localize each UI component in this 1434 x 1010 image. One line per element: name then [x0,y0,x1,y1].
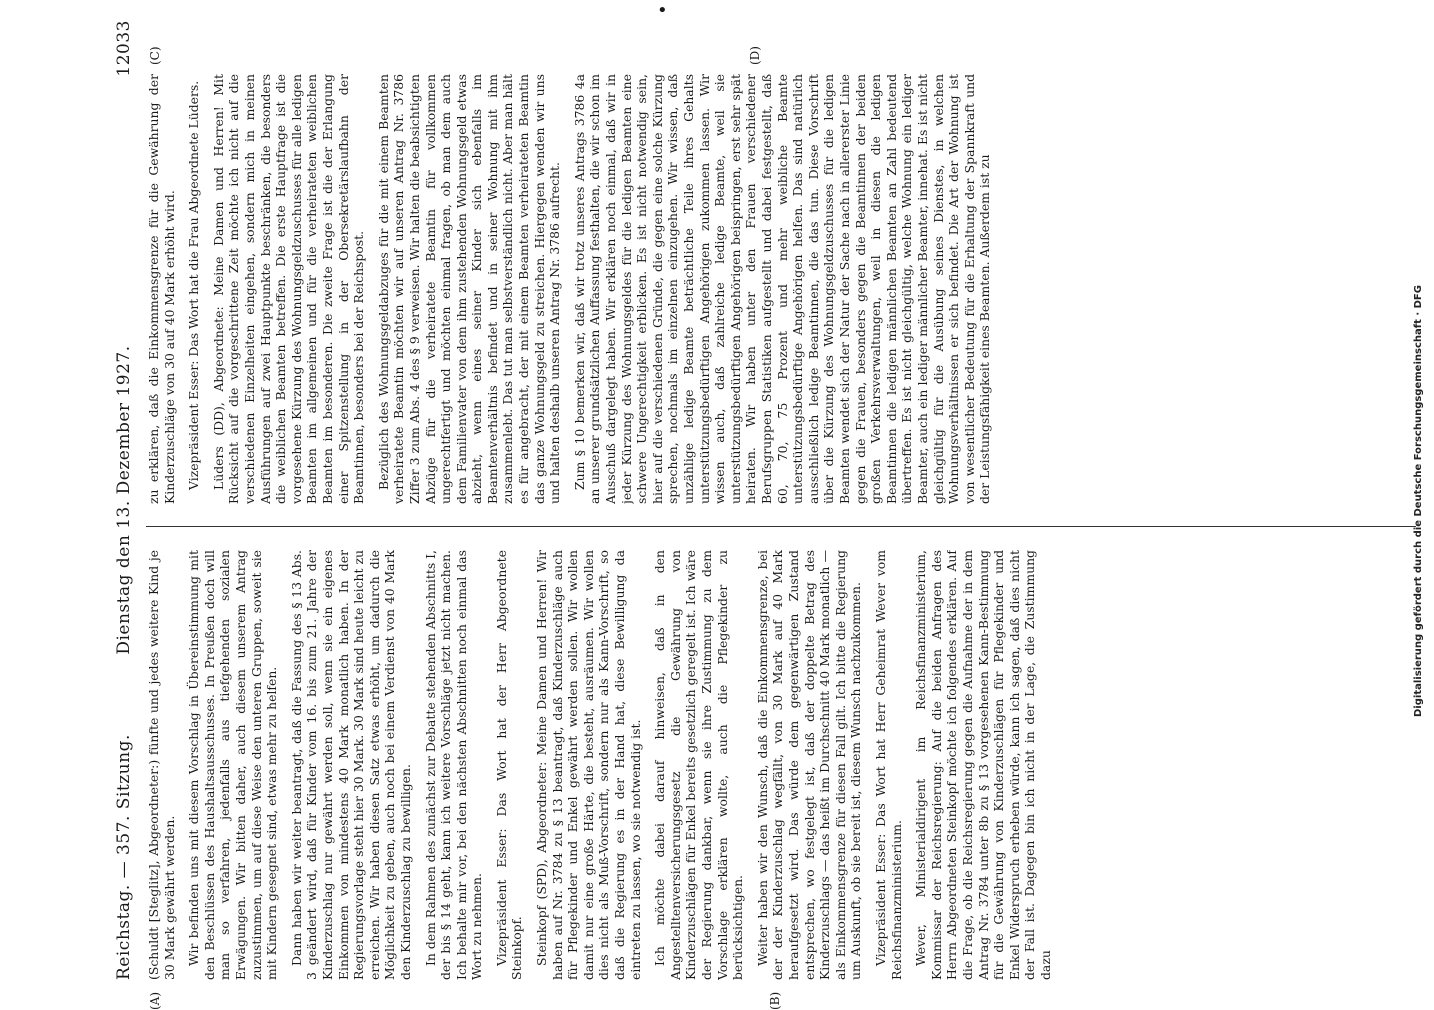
margin-marker-b: (B) [768,991,782,1010]
paragraph: Ich möchte dabei darauf hinweisen, daß in den Angestelltenversicherungsgesetz die Gewährung von Kinderzuschlägen für Enkel bereits gesetzlich geregelt ist. Ich wäre der Regierung dankbar, wenn sie ihre Zustimmung zu dem Vorschlage erklären wollte, auch die Pflegekinder zu berücksichtigen. [652,550,746,980]
paragraph: Lüders (DD), Abgeordnete: Meine Damen und Herren! Mit Rücksicht auf die vorgeschrittene Zeit möchte ich nicht auf die verschiedenen Einzelheiten eingehen, sondern mich in meinen Ausführungen auf zwei Hauptpunkte beschränken, die besonders die weiblichen Beamten betreffen. Die erste Hauptfrage ist die vorgesehene Kürzung des Wohnungsgeldzuschusses für alle ledigen Beamten im allgemeinen und für die verheirateten weiblichen Beamten im besonderen. Die zweite Frage ist die der Erlangung einer Spitzenstellung in der Obersekretärslaufbahn der Beamtinnen, besonders bei der Reichspost. [210,74,367,504]
page-dot: • [657,0,668,21]
paragraph: Wever, Ministerialdirigent im Reichsfinanzministerium, Kommissar der Reichsregierung: Auf die beiden Anfragen des Herrn Abgeordneten Steinkopf möchte ich folgendes erklären. Auf die Frage, ob die Reichsregierung gegen die Aufnahme der in dem Antrag Nr. 3784 unter 8b zu § 13 vorgesehenen Kann-Bestimmung für die Gewährung von Kinderzuschlägen für Pflegekinder und Enkel Widerspruch erheben würde, kann ich sagen, daß dies nicht der Fall ist. Dagegen bin ich nicht in der Lage, die Zustimmung dazu [913,550,1053,980]
credit-text: Digitalisierung gefördert durch die Deutsche Forschungsgemeinschaft · DFG [1413,285,1424,717]
page-header [108,20,140,980]
paragraph: Vizepräsident Esser: Das Wort hat der Herr Abgeordnete Steinkopf. [493,550,525,980]
right-column [146,74,1426,504]
margin-marker-a: (A) [148,991,162,1010]
paragraph: Vizepräsident Esser: Das Wort hat Herr Geheimrat Wever vom Reichsfinanzministerium. [872,550,904,980]
paragraph: (Schuldt [Steglitz], Abgeordneter:) fünfte und jedes weitere Kind je 30 Mark gewährt werden. [146,550,177,980]
paragraph: zu erklären, daß die Einkommensgrenze für die Gewährung der Kinderzuschläge von 30 auf 40 Mark erhöht wird. [146,74,177,504]
digitization-credit [1408,6,1430,996]
paragraph: Steinkopf (SPD), Abgeordneter: Meine Damen und Herren! Wir haben auf Nr. 3784 zu § 13 beantragt, daß Kinderzuschläge auch für Pflegekinder und Enkel gewährt werden sollen. Wir wollen damit nur eine große Härte, die besteht, ausräumen. Wir wollen dies nicht als Muß-Vorschrift, sondern nur als Kann-Vorschrift, so daß die Regierung es in der Hand hat, diese Bewilligung da eintreten zu lassen, wo sie notwendig ist. [534,550,643,980]
paragraph: Bezüglich des Wohnungsgeldabzuges für die mit einem Beamten verheiratete Beamtin möchten wir auf unseren Antrag Nr. 3786 Ziffer 3 zum Abs. 4 des § 9 verweisen. Wir halten die beabsichtigten Abzüge für die verheiratete Beamtin für vollkommen ungerechtfertigt und möchten einmal fragen, ob man dem auch dem Familienvater von dem ihm zustehenden Wohnungsgeld etwas abzieht, wenn eines seiner Kinder sich ebenfalls im Beamtenverhältnis befindet und in seiner Wohnung mit ihm zusammenlebt. Das tut man selbstverständlich nicht. Aber man hält es für angebracht, der mit einem Beamten verheirateten Beamtin das ganze Wohnungsgeld zu streichen. Hiergegen wenden wir uns und halten deshalb unseren Antrag Nr. 3786 aufrecht. [375,74,563,504]
paragraph: Weiter haben wir den Wunsch, daß die Einkommensgrenze, bei der der Kinderzuschlag wegfällt, von 30 Mark auf 40 Mark heraufgesetzt wird. Das würde dem gegenwärtigen Zustand entsprechen, wo festgelegt ist, daß der doppelte Betrag des Kinderzuschlags — das heißt im Durchschnitt 40 Mark monatlich — als Einkommensgrenze für diesen Fall gilt. Ich bitte die Regierung um Auskunft, ob sie bereit ist, diesem Wunsch nachzukommen. [754,550,864,980]
margin-marker-d: (D) [748,46,762,65]
document-page [108,20,1434,1010]
paragraph: Zum § 10 bemerken wir, daß wir trotz unseres Antrags 3786 4a an unserer grundsätzlichen Auffassung festhalten, die wir schon im Ausschuß dargelegt haben. Wir erklären noch einmal, daß wir in jeder Kürzung des Wohnungsgeldes für die ledigen Beamten eine schwere Ungerechtigkeit erblicken. Es ist nicht notwendig sein, hier auf die verschiedenen Gründe, die gegen eine solche Kürzung sprechen, nochmals im einzelnen einzugehen. Wir wissen, daß unzählige ledige Beamte beträchtliche Teile ihres Gehalts unterstützungsbedürftigen Angehörigen zukommen lassen. Wir wissen auch, daß zahlreiche ledige Beamte, weil sie unterstützungsbedürftigen Angehörigen beispringen, erst sehr spät heiraten. Wir haben unter den Frauen verschiedener Berufsgruppen Statistiken aufgestellt und dabei festgestellt, daß 60, 70, 75 Prozent und mehr weibliche Beamte unterstützungsbedürftige Angehörigen helfen. Das sind natürlich ausschließlich ledige Beamtinnen, die das tun. Diese Vorschrift über die Kürzung des Wohnungsgeldzuschusses für die ledigen Beamten wendet sich der Natur der Sache nach in allererster Linie gegen die Frauen, besonders gegen die Beamtinnen der beiden großen Verkehrsverwaltungen, weil in diesen die ledigen Beamtinnen die ledigen männlichen Beamten an Zahl bedeutend übertreffen. Es ist nicht gleichgültig, welche Wohnung ein lediger Beamter, auch ein lediger männlicher Beamter, innehat. Es ist nicht gleichgültig für die Ausübung seines Dienstes, in welchen Wohnungsverhältnissen er sich befindet. Die Art der Wohnung ist von wesentlicher Bedeutung für die Erhaltung der Spannkraft und der Leistungsfähigkeit eines Beamten. Außerdem ist zu [571,74,993,504]
paragraph: Dann haben wir weiter beantragt, daß die Fassung des § 13 Abs. 3 geändert wird, daß für Kinder vom 16. bis zum 21. Jahre der Kinderzuschlag nur gewährt werden soll, wenn sie ein eigenes Einkommen von mindestens 40 Mark monatlich haben. In der Regierungsvorlage steht hier 30 Mark. 30 Mark sind heute leicht zu erreichen. Wir haben diesen Satz etwas erhöht, um dadurch die Möglichkeit zu geben, auch noch bei einem Verdienst von 40 Mark den Kinderzuschlag zu bewilligen. [288,550,413,980]
left-column [146,550,1426,980]
header-date: Dienstag den 13. Dezember 1927. [114,345,134,655]
margin-marker-c: (C) [148,46,162,65]
header-left: Reichstag. — 357. Sitzung. [114,734,134,980]
page-number: 12033 [114,20,134,77]
paragraph: In dem Rahmen des zunächst zur Debatte stehenden Abschnitts I, der bis § 14 geht, kann ich weitere Vorschläge jetzt nicht machen. Ich behalte mir vor, bei den nächsten Abschnitten noch einmal das Wort zu nehmen. [422,550,485,980]
column-divider [146,526,1416,527]
paragraph: Wir befinden uns mit diesem Vorschlag in Übereinstimmung mit den Beschlüssen des Haushaltsausschusses. In Preußen doch will man so verfahren, jedenfalls aus tiefgehenden sozialen Erwägungen. Wir bitten daher, auch diesem unserem Antrag zuzustimmen, um auf diese Weise den unteren Gruppen, soweit sie mit Kindern gesegnet sind, etwas mehr zu helfen. [186,550,280,980]
paragraph: Vizepräsident Esser: Das Wort hat die Frau Abgeordnete Lüders. [186,80,202,490]
